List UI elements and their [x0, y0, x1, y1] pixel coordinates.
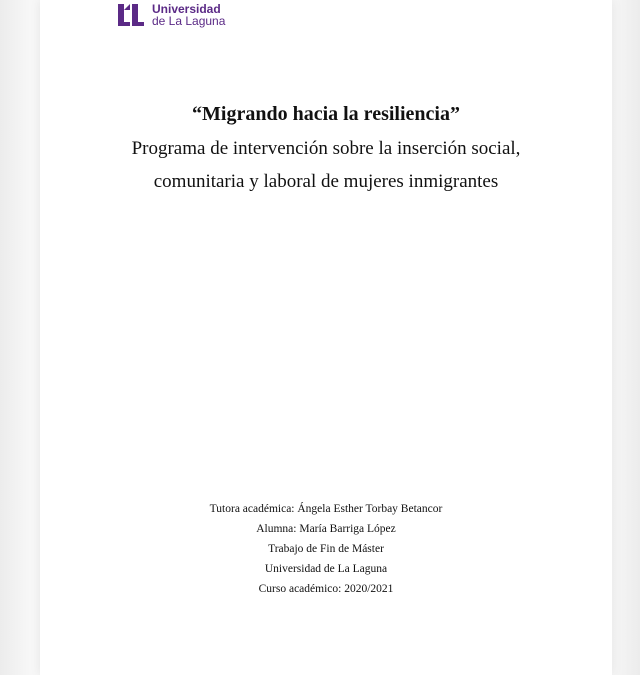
document-page — [40, 0, 612, 675]
university-line: Universidad de La Laguna — [264, 563, 388, 575]
student-line: Alumna: María Barriga López — [256, 523, 396, 535]
course-line: Curso académico: 2020/2021 — [258, 583, 394, 595]
logo-line-2: de La Laguna — [152, 14, 226, 28]
logo-text — [152, 3, 225, 27]
cover-title-block — [40, 100, 612, 198]
logo-line-1: Universidad — [152, 2, 221, 16]
university-logo — [116, 0, 225, 30]
subtitle-line-1: Programa de intervención sobre la inserción social, — [131, 138, 521, 159]
ull-logo-icon — [116, 2, 146, 28]
tutor-line: Tutora académica: Ángela Esther Torbay Betancor — [209, 503, 443, 515]
document-subtitle — [40, 132, 612, 198]
document-title: “Migrando hacia la resiliencia” — [192, 103, 460, 125]
cover-meta — [40, 499, 612, 599]
work-type-line: Trabajo de Fin de Máster — [268, 543, 384, 555]
subtitle-line-2: comunitaria y laboral de mujeres inmigrantes — [153, 171, 499, 192]
